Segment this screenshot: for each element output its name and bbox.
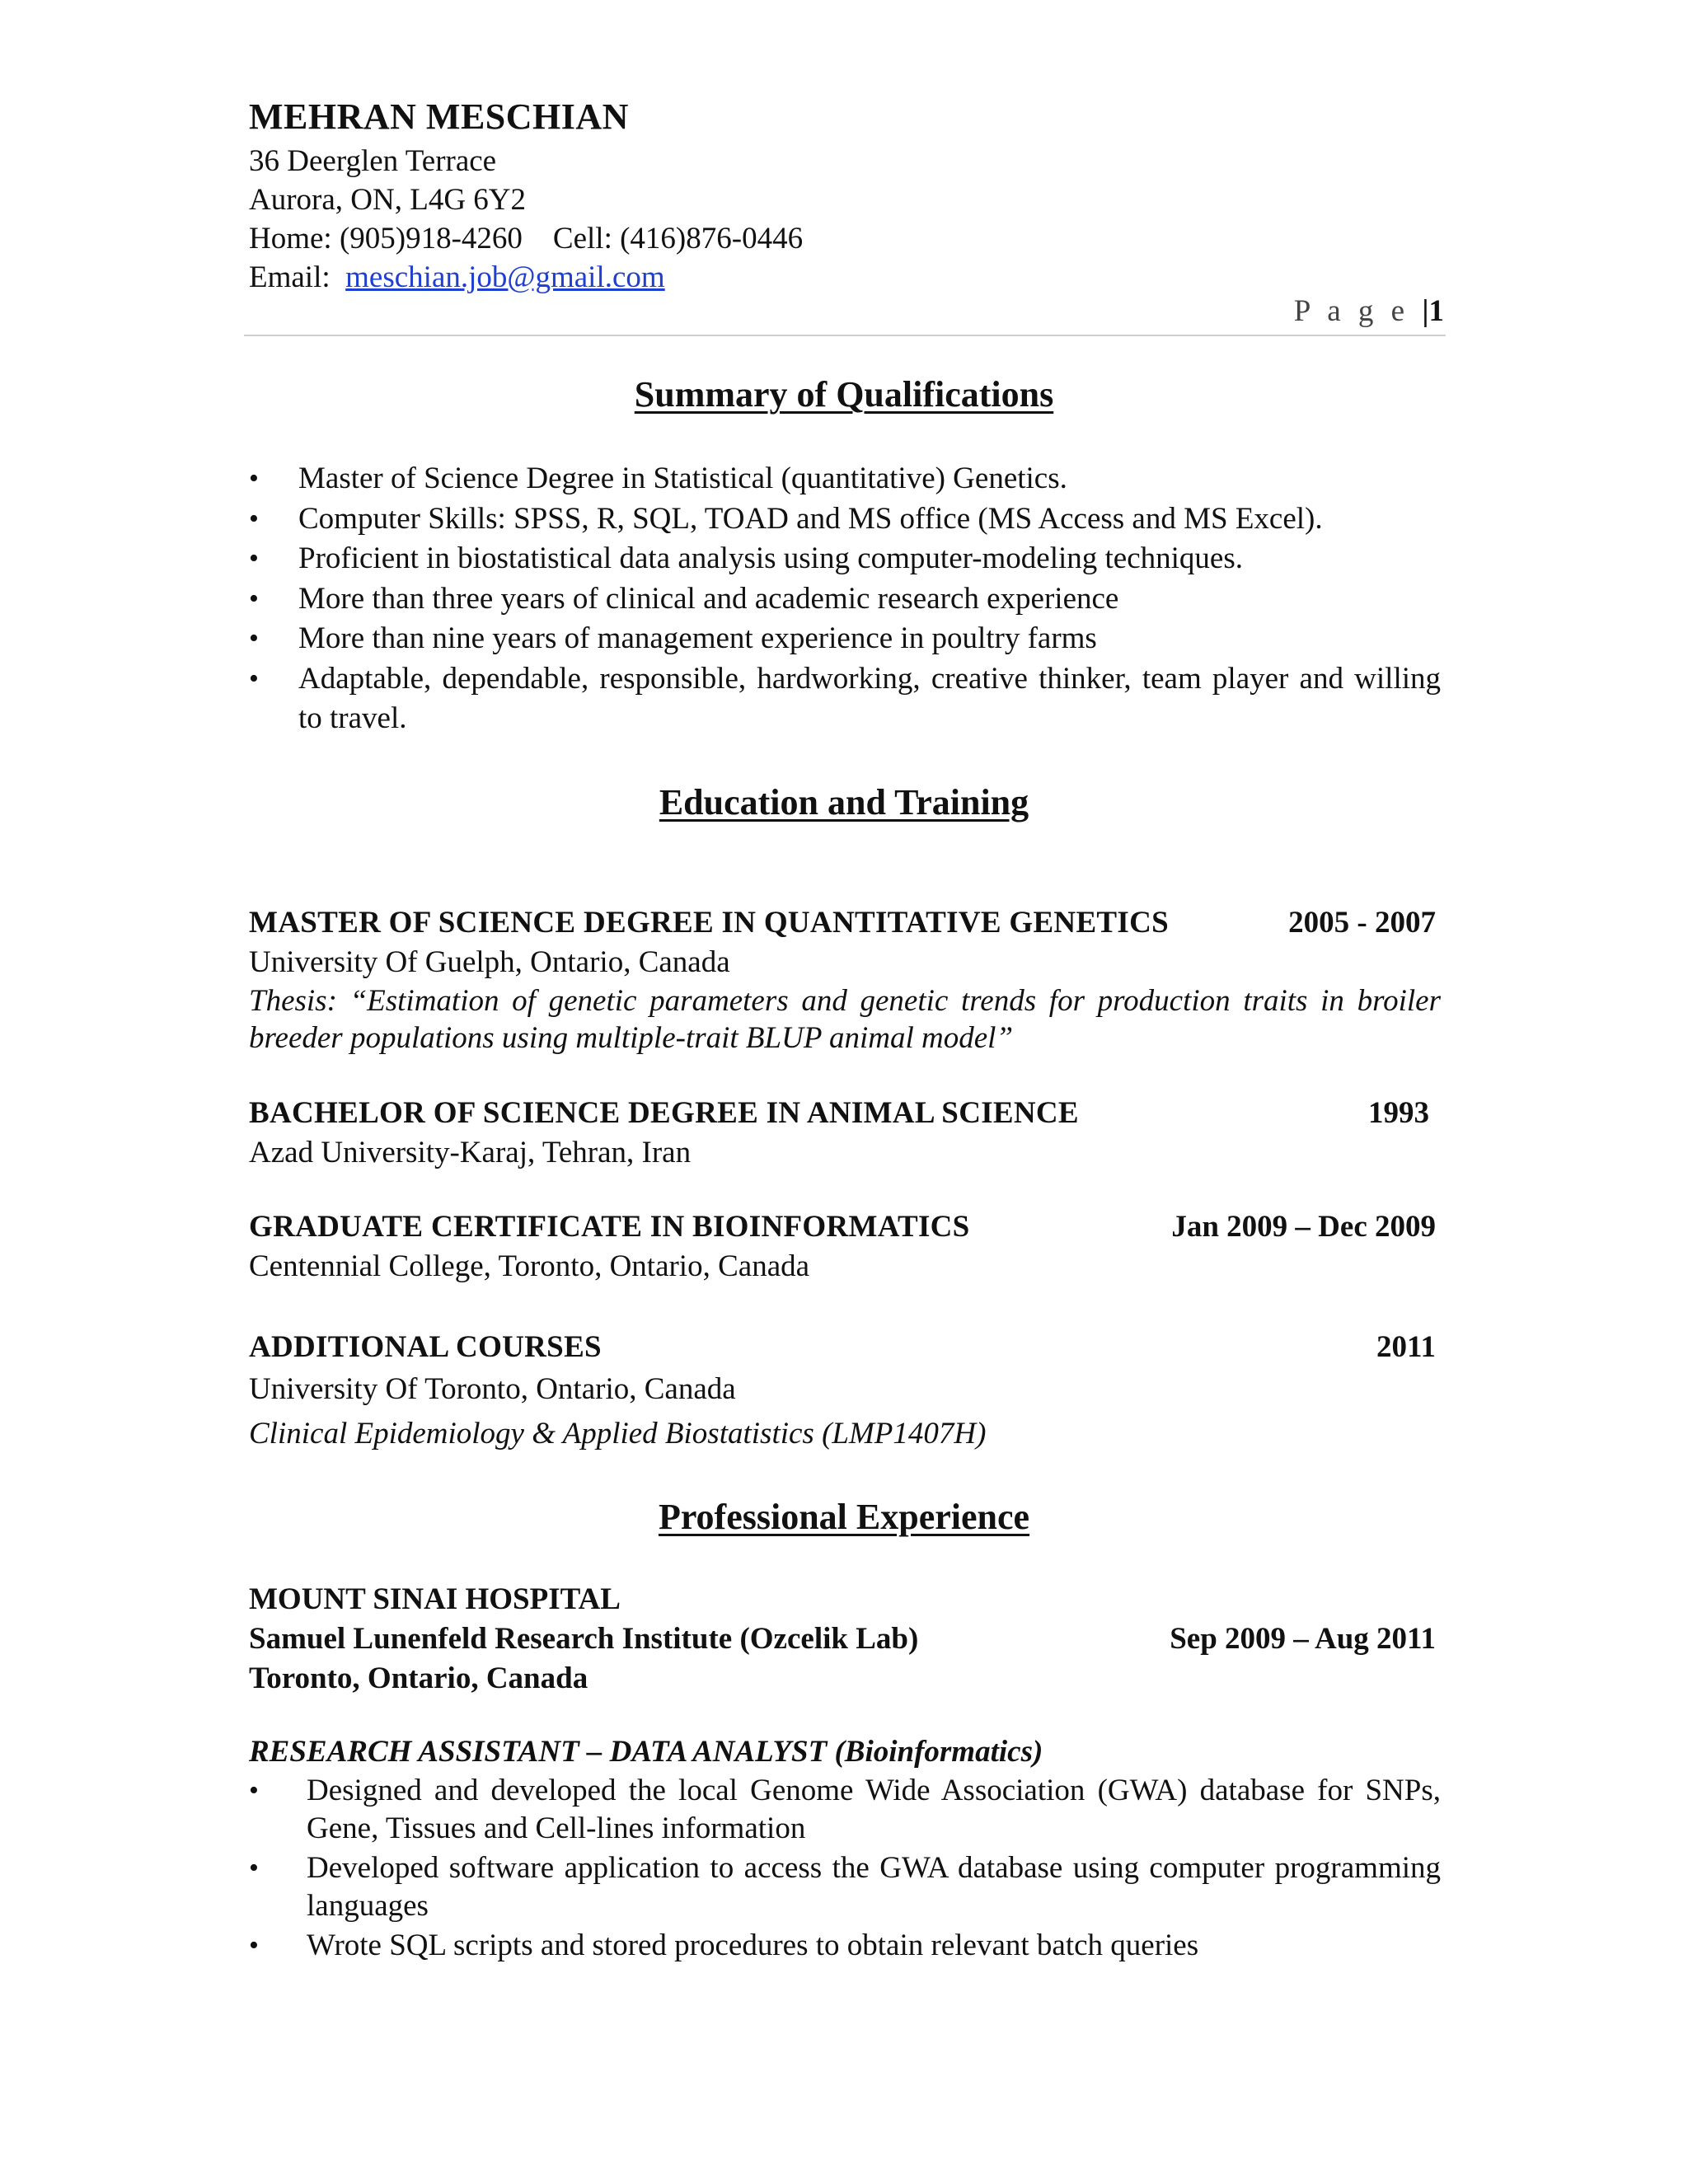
degree-dates: 2005 - 2007 [1288,906,1436,940]
phone-numbers: Home: (905)918-4260 Cell: (416)876-0446 [249,222,804,255]
degree-title: MASTER OF SCIENCE DEGREE IN QUANTITATIVE GENETICS [249,906,1170,940]
summary-item: • Proficient in biostatistical data analysis using computer-modeling techniques. [249,539,1441,579]
employment-dates: Sep 2009 – Aug 2011 [1170,1622,1436,1656]
degree-title: GRADUATE CERTIFICATE IN BIOINFORMATICS [249,1210,970,1244]
summary-item: • More than nine years of management experience in poultry farms [249,619,1441,659]
summary-list-block [249,459,1441,739]
education-heading [0,780,1688,826]
contact-header [249,92,1444,297]
page-number-value: 1 [1428,294,1444,328]
summary-title: Summary of Qualifications [634,374,1054,415]
employer-location: Toronto, Ontario, Canada [249,1661,588,1695]
course-note: Clinical Epidemiology & Applied Biostatistics (LMP1407H) [249,1417,987,1451]
education-entry-certificate [249,1207,1441,1286]
page-label: P a g e [1293,294,1410,328]
institution: University Of Toronto, Ontario, Canada [249,1372,736,1406]
education-title: Education and Training [659,782,1029,823]
institution: Azad University-Karaj, Tehran, Iran [249,1136,692,1169]
education-entry-bsc [249,1094,1441,1173]
experience-entry [249,1580,1441,1699]
email-link[interactable]: meschian.job@gmail.com [345,260,665,294]
email-line [249,258,1444,297]
experience-role-block [249,1732,1441,1966]
employer-unit: Samuel Lunenfeld Research Institute (Ozcelik Lab) [249,1622,919,1656]
summary-heading [0,372,1688,418]
degree-dates: 1993 [1368,1096,1429,1130]
job-role: RESEARCH ASSISTANT – DATA ANALYST (Bioinformatics) [249,1735,1043,1769]
header-divider [244,335,1446,336]
summary-item: • Computer Skills: SPSS, R, SQL, TOAD and MS office (MS Access and MS Excel). [249,499,1441,540]
applicant-name: MEHRAN MESCHIAN [249,96,629,137]
page-separator: | [1422,294,1429,328]
degree-title: BACHELOR OF SCIENCE DEGREE IN ANIMAL SCIENCE [249,1096,1079,1130]
thesis-note: Thesis: “Estimation of genetic parameters and genetic trends for production traits in broiler breeder populations using multiple-trait BLUP animal model” [249,984,1441,1055]
experience-item: • Wrote SQL scripts and stored procedures to obtain relevant batch queries [249,1927,1441,1965]
education-entry-courses [249,1328,1441,1456]
experience-item: • Designed and developed the local Genome Wide Association (GWA) database for SNPs, Gene, Tissues and Cell-lines information [249,1772,1441,1848]
email-label: Email: [249,260,331,294]
degree-title: ADDITIONAL COURSES [249,1330,602,1364]
institution: University Of Guelph, Ontario, Canada [249,945,730,979]
experience-list [249,1772,1441,1965]
experience-heading [0,1494,1688,1540]
address-line-2: Aurora, ON, L4G 6Y2 [249,183,527,217]
summary-item: • More than three years of clinical and academic research experience [249,579,1441,620]
summary-item: • Master of Science Degree in Statistical (quantitative) Genetics. [249,459,1441,499]
summary-item: • Adaptable, dependable, responsible, hardworking, creative thinker, team player and willing to travel. [249,659,1441,739]
experience-title: Professional Experience [658,1497,1030,1537]
experience-item: • Developed software application to access the GWA database using computer programming languages [249,1849,1441,1925]
employer-name: MOUNT SINAI HOSPITAL [249,1582,621,1616]
institution: Centennial College, Toronto, Ontario, Canada [249,1249,810,1283]
degree-dates: 2011 [1376,1330,1436,1364]
page-number [1294,293,1444,329]
address-line-1: 36 Deerglen Terrace [249,144,497,178]
summary-list [249,459,1441,739]
degree-dates: Jan 2009 – Dec 2009 [1171,1210,1436,1244]
education-entry-msc [249,903,1441,1057]
